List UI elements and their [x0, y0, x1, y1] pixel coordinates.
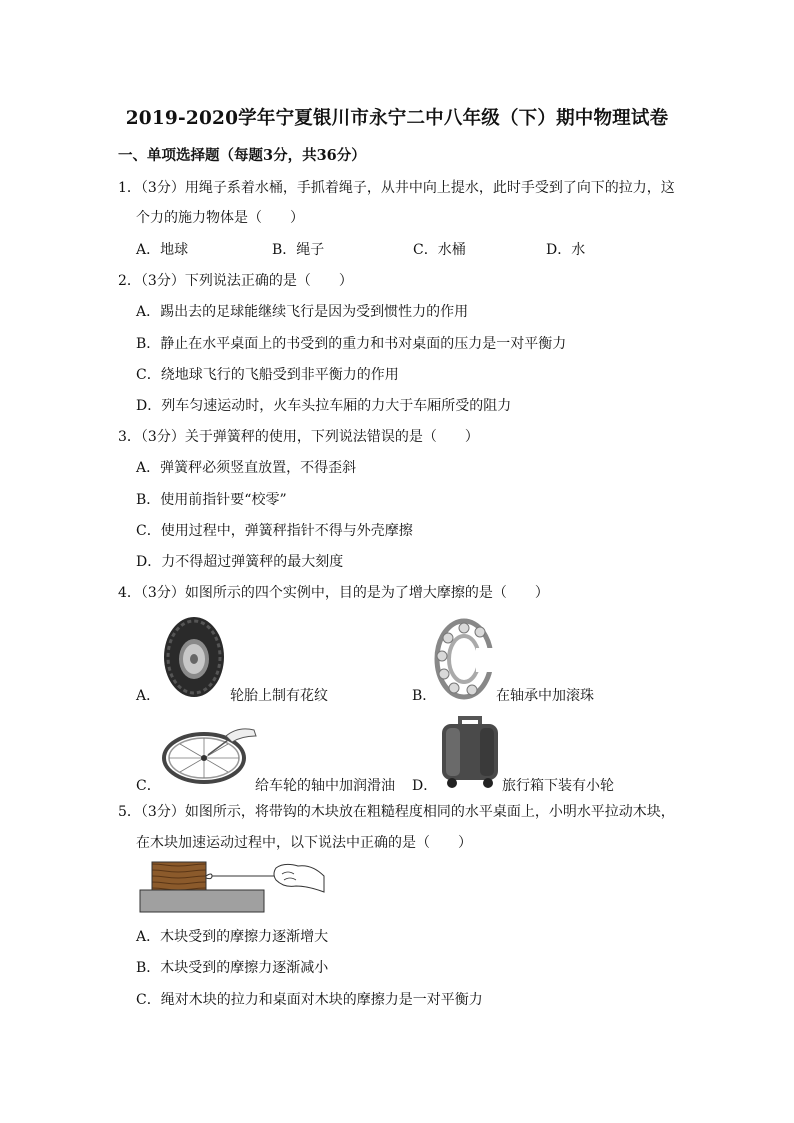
question-3-option-b: B．使用前指针要“校零” — [136, 492, 287, 508]
question-4-option-b-text: 在轴承中加滚珠 — [496, 688, 594, 704]
question-1-option-b: B．绳子 — [272, 242, 325, 258]
question-3-stem: 3．（3分）关于弹簧秤的使用，下列说法错误的是（ ） — [118, 429, 479, 445]
question-4-option-b-letter: B． — [412, 688, 437, 704]
question-4-option-d-text: 旅行箱下装有小轮 — [502, 778, 614, 794]
question-1-option-d: D．水 — [546, 242, 586, 258]
question-2-option-b: B．静止在水平桌面上的书受到的重力和书对桌面的压力是一对平衡力 — [136, 336, 567, 352]
suitcase-image — [436, 712, 504, 790]
question-5-option-a: A．木块受到的摩擦力逐渐增大 — [136, 929, 329, 945]
question-5-option-b: B．木块受到的摩擦力逐渐减小 — [136, 960, 329, 976]
question-1-stem: 1．（3分）用绳子系着水桶，手抓着绳子，从井中向上提水，此时手受到了向下的拉力，这 — [118, 180, 675, 196]
question-5-stem-cont: 在木块加速运动过程中，以下说法中正确的是（ ） — [136, 835, 472, 851]
question-3-option-c: C．使用过程中，弹簧秤指针不得与外壳摩擦 — [136, 523, 413, 539]
question-2-option-c: C．绕地球飞行的飞船受到非平衡力的作用 — [136, 367, 399, 383]
question-4-option-c-text: 给车轮的轴中加润滑油 — [255, 778, 395, 794]
section-heading: 一、单项选择题（每题3分，共36分） — [118, 147, 366, 164]
bicycle-wheel-image — [160, 722, 258, 786]
question-1-stem-cont: 个力的施力物体是（ ） — [136, 210, 304, 226]
question-3-option-a: A．弹簧秤必须竖直放置，不得歪斜 — [136, 460, 357, 476]
question-4-option-d-letter: D． — [412, 778, 438, 794]
question-4-option-c-letter: C． — [136, 778, 161, 794]
question-1-option-a: A．地球 — [136, 242, 189, 258]
question-2-option-d: D．列车匀速运动时，火车头拉车厢的力大于车厢所受的阻力 — [136, 398, 512, 414]
page-title: 2019-2020学年宁夏银川市永宁二中八年级（下）期中物理试卷 — [125, 108, 669, 129]
question-5-stem: 5．（3分）如图所示，将带钩的木块放在粗糙程度相同的水平桌面上，小明水平拉动木块， — [118, 804, 675, 820]
question-4-stem: 4．（3分）如图所示的四个实例中，目的是为了增大摩擦的是（ ） — [118, 585, 549, 601]
question-4-option-a-letter: A． — [136, 688, 161, 704]
question-4-option-a-text: 轮胎上制有花纹 — [230, 688, 328, 704]
wood-block-diagram — [138, 856, 328, 916]
question-3-option-d: D．力不得超过弹簧秤的最大刻度 — [136, 554, 344, 570]
tire-image — [160, 614, 228, 700]
question-2-option-a: A．踢出去的足球能继续飞行是因为受到惯性力的作用 — [136, 304, 469, 320]
question-1-option-c: C．水桶 — [413, 242, 466, 258]
question-2-stem: 2．（3分）下列说法正确的是（ ） — [118, 273, 353, 289]
bearing-image — [434, 618, 494, 700]
question-5-option-c: C．绳对木块的拉力和桌面对木块的摩擦力是一对平衡力 — [136, 992, 483, 1008]
